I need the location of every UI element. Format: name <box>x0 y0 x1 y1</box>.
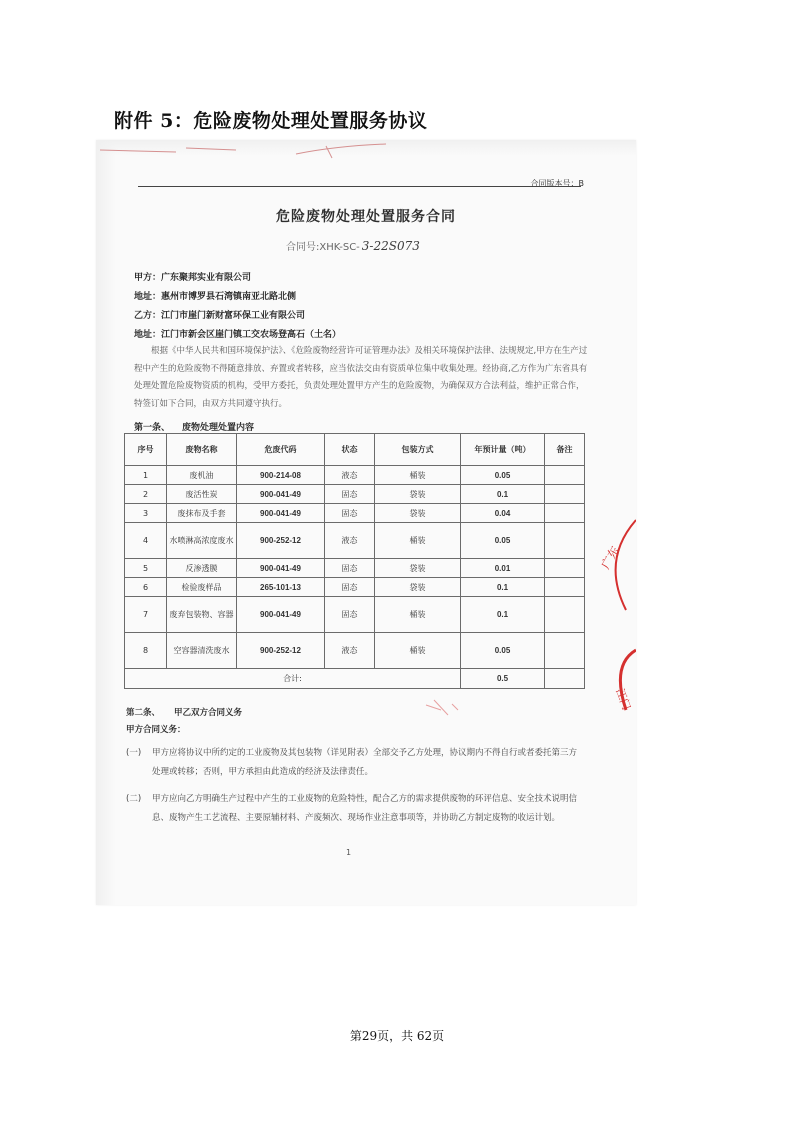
cell-no: 7 <box>125 597 167 633</box>
cell-note <box>545 669 585 689</box>
cell-qty: 0.1 <box>461 485 545 504</box>
column-header: 备注 <box>545 434 585 466</box>
address-value: 惠州市博罗县石湾镇南亚北路北侧 <box>161 292 297 302</box>
address-value: 江门市新会区崖门镇工交农场登高石（土名） <box>161 330 342 340</box>
contract-number <box>286 238 420 253</box>
cell-name: 反渗透膜 <box>167 559 237 578</box>
duties-label: 甲方合同义务： <box>126 725 186 735</box>
clause-text: 甲方应向乙方明确生产过程中产生的工业废物的危险特性，配合乙方的需求提供废物的环评信息、安全技术说明信息、废物产生工艺流程、主要原辅材料、产废频次、现场作业注意事项等，并协助乙方制定废物的收运计划。 <box>152 794 578 823</box>
table-row <box>125 466 585 485</box>
table-total-row <box>125 669 585 689</box>
seal-text: 广东 <box>598 543 623 572</box>
cell-qty: 0.05 <box>461 633 545 669</box>
cell-state: 液态 <box>325 633 375 669</box>
cell-name: 废活性炭 <box>167 485 237 504</box>
cell-no: 5 <box>125 559 167 578</box>
cell-code: 265-101-13 <box>237 578 325 597</box>
cell-pack: 袋装 <box>375 559 461 578</box>
cell-no: 2 <box>125 485 167 504</box>
cell-name: 水喷淋高浓度废水 <box>167 523 237 559</box>
clause-2 <box>126 790 586 828</box>
cell-no: 4 <box>125 523 167 559</box>
total-label: 合计: <box>125 669 461 689</box>
table-row <box>125 504 585 523</box>
cell-no: 1 <box>125 466 167 485</box>
waste-table <box>124 433 585 689</box>
column-header: 危废代码 <box>237 434 325 466</box>
table-row <box>125 633 585 669</box>
table-row <box>125 523 585 559</box>
cell-note <box>545 504 585 523</box>
party-b-address <box>134 327 341 340</box>
page-footer: 第29页，共 62页 <box>349 1029 445 1043</box>
clause-text: 甲方应将协议中所约定的工业废物及其包装物（详见附表）全部交予乙方处理，协议期内不得自行或者委托第三方处理或转移；否则，甲方承担由此造成的经济及法律责任。 <box>152 748 578 777</box>
cell-pack: 桶装 <box>375 523 461 559</box>
cell-state: 固态 <box>325 597 375 633</box>
table-header-row <box>125 434 585 466</box>
cell-state: 固态 <box>325 559 375 578</box>
contract-number-handwritten: 3-22S073 <box>361 239 420 253</box>
cell-note <box>545 633 585 669</box>
cell-state: 固态 <box>325 504 375 523</box>
clause-number: (二) <box>126 794 142 804</box>
cell-note <box>545 559 585 578</box>
cell-pack: 桶装 <box>375 633 461 669</box>
cell-state: 固态 <box>325 578 375 597</box>
clause-number: (一) <box>126 748 142 758</box>
cell-pack: 袋装 <box>375 504 461 523</box>
column-header: 包装方式 <box>375 434 461 466</box>
party-a <box>134 270 251 283</box>
cell-qty: 0.01 <box>461 559 545 578</box>
cell-note <box>545 466 585 485</box>
table-row <box>125 578 585 597</box>
cell-pack: 袋装 <box>375 578 461 597</box>
section-number: 第一条、 <box>134 423 171 433</box>
section-2-heading <box>126 706 242 718</box>
cell-state: 固态 <box>325 485 375 504</box>
cell-state: 液态 <box>325 523 375 559</box>
cell-no: 8 <box>125 633 167 669</box>
party-b <box>134 308 305 321</box>
cell-name: 废抹布及手套 <box>167 504 237 523</box>
cell-code: 900-041-49 <box>237 504 325 523</box>
cell-note <box>545 578 585 597</box>
cell-note <box>545 523 585 559</box>
cell-pack: 桶装 <box>375 597 461 633</box>
red-pen-scribble <box>100 144 386 154</box>
cell-name: 空容器清洗废水 <box>167 633 237 669</box>
cell-qty: 0.05 <box>461 523 545 559</box>
cell-code: 900-252-12 <box>237 523 325 559</box>
cell-code: 900-041-49 <box>237 597 325 633</box>
section-number: 第二条、 <box>126 708 161 718</box>
cell-name: 废机油 <box>167 466 237 485</box>
column-header: 年预计量（吨） <box>461 434 545 466</box>
seal-text: 江门 <box>613 686 633 712</box>
party-a-name: 广东聚邦实业有限公司 <box>161 273 252 283</box>
cell-pack: 桶装 <box>375 466 461 485</box>
cell-code: 900-252-12 <box>237 633 325 669</box>
cell-qty: 0.05 <box>461 466 545 485</box>
clause-1 <box>126 744 586 782</box>
table-row <box>125 597 585 633</box>
cell-code: 900-041-49 <box>237 485 325 504</box>
inner-page-number: 1 <box>346 848 352 857</box>
address-label: 地址： <box>134 292 162 302</box>
table-row <box>125 485 585 504</box>
attachment-title: 附件 5：危险废物处理处置服务协议 <box>114 110 428 132</box>
contract-number-label: 合同号:XHK-SC- <box>286 242 360 253</box>
address-label: 地址： <box>134 330 162 340</box>
party-b-label: 乙方： <box>134 311 162 321</box>
table-row <box>125 559 585 578</box>
party-a-label: 甲方： <box>134 273 162 283</box>
party-a-address <box>134 289 296 302</box>
cell-state: 液态 <box>325 466 375 485</box>
contract-title: 危险废物处理处置服务合同 <box>276 209 456 225</box>
section-title: 甲乙双方合同义务 <box>174 708 243 718</box>
section-title: 废物处理处置内容 <box>182 423 255 433</box>
total-value: 0.5 <box>461 669 545 689</box>
faint-stamp-mark <box>426 700 458 715</box>
column-header: 序号 <box>125 434 167 466</box>
cell-name: 检验废样品 <box>167 578 237 597</box>
cell-pack: 袋装 <box>375 485 461 504</box>
cell-no: 6 <box>125 578 167 597</box>
cell-code: 900-214-08 <box>237 466 325 485</box>
red-pen-scribble <box>326 146 332 158</box>
party-b-name: 江门市崖门新财富环保工业有限公司 <box>161 311 306 321</box>
contract-version: 合同版本号：B <box>530 179 584 188</box>
cell-code: 900-041-49 <box>237 559 325 578</box>
cell-name: 废弃包装物、容器 <box>167 597 237 633</box>
cell-qty: 0.1 <box>461 597 545 633</box>
section-1-heading <box>134 420 254 433</box>
header-rule <box>138 186 581 187</box>
column-header: 状态 <box>325 434 375 466</box>
scanned-contract-page <box>96 140 636 905</box>
cell-no: 3 <box>125 504 167 523</box>
cell-qty: 0.1 <box>461 578 545 597</box>
cell-qty: 0.04 <box>461 504 545 523</box>
column-header: 废物名称 <box>167 434 237 466</box>
company-seal-edge <box>616 520 636 610</box>
cell-note <box>545 485 585 504</box>
preamble-paragraph: 根据《中华人民共和国环境保护法》、《危险废物经营许可证管理办法》及相关环境保护法律、法规规定,甲方在生产过程中产生的危险废物不得随意排放、弃置或者转移，应当依法交由有资质单位集中收集处理。经协商,乙方作为广东省具有处理处置危险废物资质的机构，受甲方委托，负责处理处置甲方产生的危险废物，为确保双方合法利益，维护正常合作，特签订如下合同，由双方共同遵守执行。 <box>134 346 588 409</box>
cell-note <box>545 597 585 633</box>
party-a-duties-heading <box>126 723 186 735</box>
